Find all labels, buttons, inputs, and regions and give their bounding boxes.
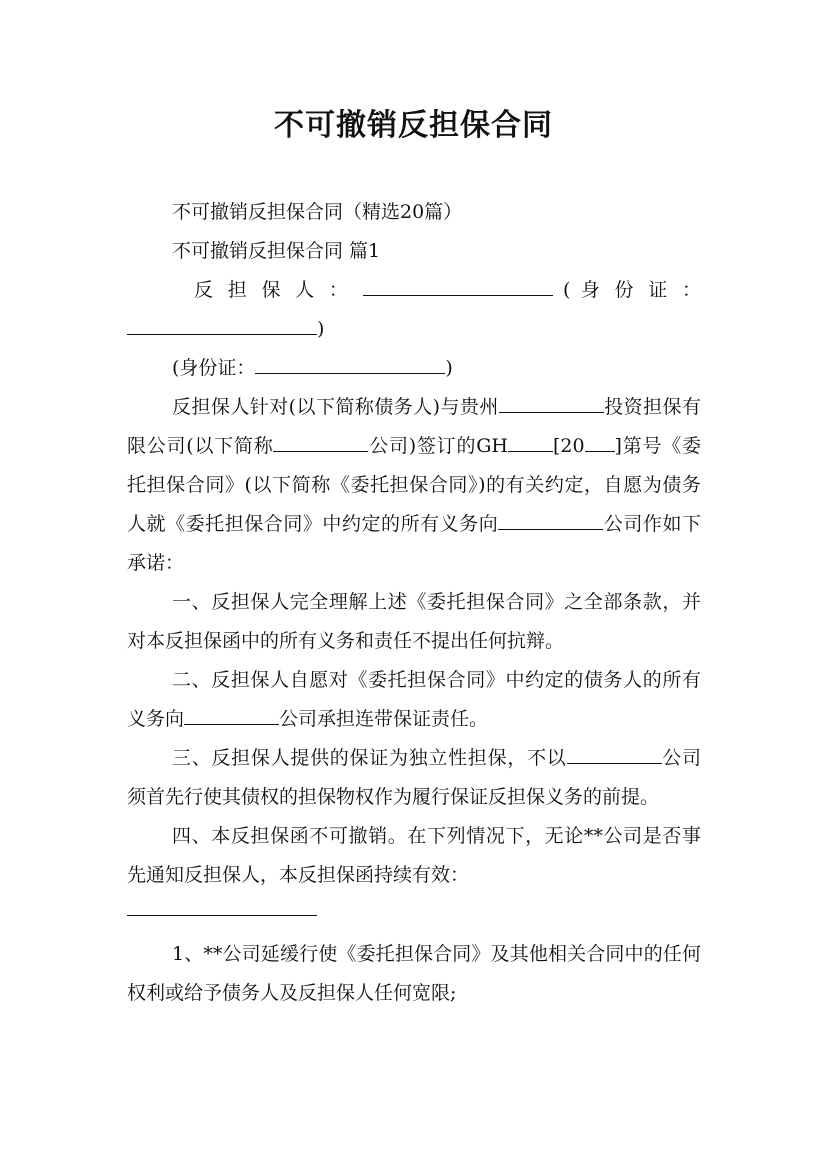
id-close: ) — [445, 357, 453, 379]
intro-blank-5 — [498, 507, 603, 530]
clause-4-blank — [127, 895, 317, 916]
intro-blank-4 — [585, 429, 615, 452]
clause-3 — [127, 739, 701, 817]
intro-blank-3 — [508, 429, 553, 452]
section-heading: 不可撤销反担保合同 篇1 — [172, 240, 381, 262]
party-name-blank — [363, 273, 553, 296]
intro-part-4: [20 — [552, 435, 585, 457]
document-title: 不可撤销反担保合同 — [274, 108, 553, 143]
clause-3-part-1: 三、反担保人提供的保证为独立性担保，不以 — [172, 747, 567, 769]
intro-blank-2 — [273, 429, 368, 452]
id-line — [127, 349, 701, 388]
clause-3-part-2: 公司须首先行使其债权的担保物权作为履行保证反担保义务的前提。 — [127, 747, 701, 808]
clause-4-item-1: 1、**公司延缓行使《委托担保合同》及其他相关合同中的任何权利或给予债务人及反担保人任何宽限; — [127, 943, 701, 1004]
id-label: (身份证： — [172, 357, 256, 379]
party-id-line — [127, 310, 701, 349]
party-id-open: ( 身 份 证 ： — [563, 279, 701, 301]
clause-1: 一、反担保人完全理解上述《委托担保合同》之全部条款，并对本反担保函中的所有义务和责任不提出任何抗辩。 — [127, 591, 701, 652]
clause-3-blank — [567, 741, 662, 764]
clause-2-blank — [184, 702, 279, 725]
clause-2 — [127, 661, 701, 739]
intro-blank-1 — [499, 390, 604, 413]
clause-2-part-1: 二、反担保人自愿对《委托担保合同》中约定的债务人的所有义务向 — [127, 669, 701, 730]
clause-2-part-2: 公司承担连带保证责任。 — [279, 708, 489, 730]
intro-paragraph — [127, 388, 701, 583]
party-label: 反 担 保 人 ： — [194, 279, 353, 301]
intro-part-6: 公司作如下承诺： — [127, 513, 701, 574]
party-line — [127, 271, 701, 310]
clause-4: 四、本反担保函不可撤销。在下列情况下，无论**公司是否事先通知反担保人，本反担保函持续有效： — [127, 825, 701, 886]
intro-part-3: 公司)签订的GH — [368, 435, 508, 457]
intro-part-2: 投资担保有限公司(以下简称 — [127, 396, 701, 457]
party-id-blank — [127, 312, 317, 335]
subtitle: 不可撤销反担保合同（精选20篇） — [172, 201, 463, 223]
intro-part-5: ]第号《委托担保合同》(以下简称《委托担保合同》)的有关约定，自愿为债务人就《委托担保合同》中约定的所有义务向 — [127, 435, 701, 535]
document-body — [127, 193, 701, 1013]
party-id-close: ) — [317, 318, 325, 340]
intro-part-1: 反担保人针对(以下简称债务人)与贵州 — [172, 396, 499, 418]
id-blank — [255, 351, 445, 374]
